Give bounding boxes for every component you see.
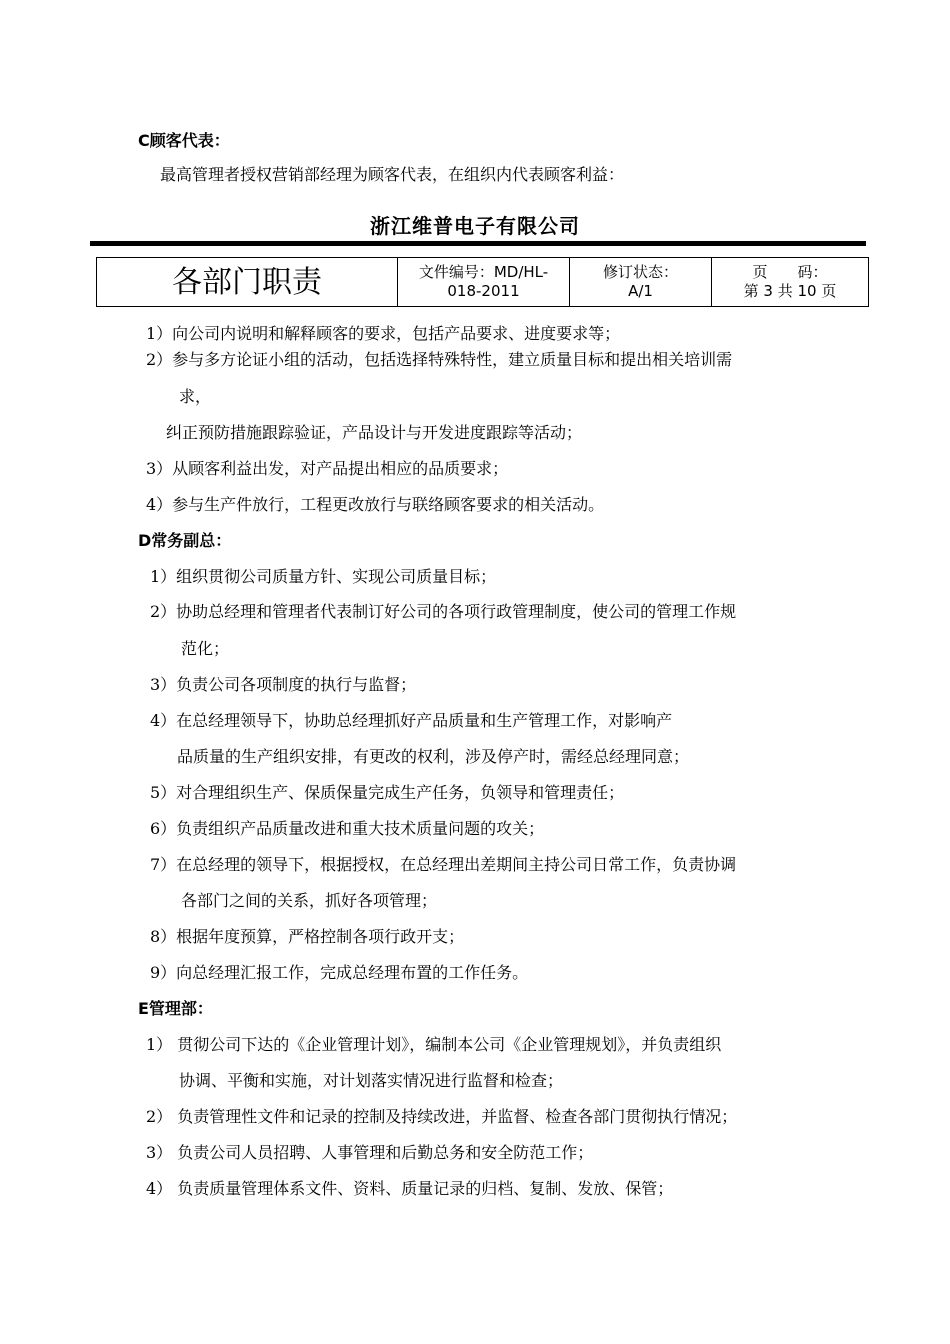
d-item-3: 3）负责公司各项制度的执行与监督；	[150, 675, 417, 694]
company-name: 浙江维普电子有限公司	[370, 214, 580, 238]
d-item-2: 2）协助总经理和管理者代表制订好公司的各项行政管理制度，使公司的管理工作规	[150, 602, 737, 621]
d-item-6: 6）负责组织产品质量改进和重大技术质量问题的攻关；	[150, 819, 545, 838]
e-item-2: 2） 负责管理性文件和记录的控制及持续改进，并监督、检查各部门贯彻执行情况；	[146, 1107, 738, 1126]
page-number-label: 页 码：	[752, 263, 828, 281]
c-item-1: 1）向公司内说明和解释顾客的要求，包括产品要求、进度要求等；	[146, 324, 621, 343]
d-item-4-cont: 品质量的生产组织安排，有更改的权利，涉及停产时，需经总经理同意；	[177, 747, 690, 766]
c-item-2-cont2: 纠正预防措施跟踪验证，产品设计与开发进度跟踪等活动；	[166, 423, 583, 442]
e-item-3: 3） 负责公司人员招聘、人事管理和后勤总务和安全防范工作；	[146, 1143, 594, 1162]
d-item-8: 8）根据年度预算，严格控制各项行政开支；	[150, 927, 465, 946]
d-item-7: 7）在总经理的领导下，根据授权，在总经理出差期间主持公司日常工作，负责协调	[150, 855, 737, 874]
revision-label: 修订状态：	[602, 263, 678, 281]
c-item-2: 2）参与多方论证小组的活动，包括选择特殊特性，建立质量目标和提出相关培训需	[146, 350, 733, 369]
document-title: 各部门职责	[97, 258, 398, 307]
revision-cell	[570, 258, 712, 307]
d-item-2-cont: 范化；	[181, 639, 230, 658]
section-c-heading: C顾客代表：	[138, 131, 230, 150]
d-item-7-cont: 各部门之间的关系，抓好各项管理；	[181, 891, 438, 910]
page-number-cell	[712, 258, 869, 307]
c-item-2-cont: 求，	[179, 387, 212, 406]
doc-number-value: 018-2011	[447, 282, 520, 300]
e-item-4: 4） 负责质量管理体系文件、资料、质量记录的归档、复制、发放、保管；	[146, 1179, 674, 1198]
d-item-5: 5）对合理组织生产、保质保量完成生产任务，负领导和管理责任；	[150, 783, 625, 802]
doc-number-cell	[398, 258, 570, 307]
e-item-1-cont: 协调、平衡和实施，对计划落实情况进行监督和检查；	[179, 1071, 564, 1090]
intro-paragraph: 最高管理者授权营销部经理为顾客代表，在组织内代表顾客利益：	[160, 165, 625, 184]
page-number-value: 第 3 共 10 页	[743, 282, 837, 300]
d-item-1: 1）组织贯彻公司质量方针、实现公司质量目标；	[150, 567, 497, 586]
d-item-4: 4）在总经理领导下，协助总经理抓好产品质量和生产管理工作，对影响产	[150, 711, 673, 730]
header-rule	[90, 241, 866, 246]
d-item-9: 9）向总经理汇报工作，完成总经理布置的工作任务。	[150, 963, 529, 982]
section-d-heading: D常务副总：	[138, 531, 232, 550]
section-e-heading: E管理部：	[138, 999, 213, 1018]
revision-value: A/1	[628, 282, 653, 300]
doc-number-label: 文件编号：MD/HL-	[418, 263, 549, 281]
document-header-table	[96, 257, 869, 307]
c-item-3: 3）从顾客利益出发，对产品提出相应的品质要求；	[146, 459, 509, 478]
e-item-1: 1） 贯彻公司下达的《企业管理计划》，编制本公司《企业管理规划》，并负责组织	[146, 1035, 722, 1054]
c-item-4: 4）参与生产件放行，工程更改放行与联络顾客要求的相关活动。	[146, 495, 605, 514]
